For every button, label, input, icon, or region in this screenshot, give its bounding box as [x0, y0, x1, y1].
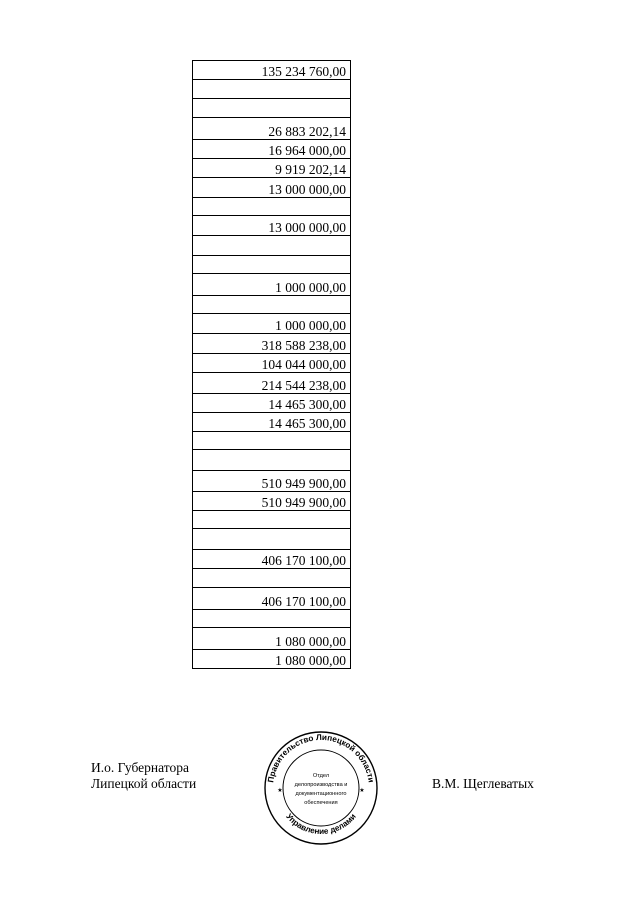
table-cell-value: 14 465 300,00	[193, 394, 351, 413]
table-cell-value	[193, 198, 351, 216]
seal-inner-line2: делопроизводства и	[294, 782, 348, 788]
table-cell-value: 26 883 202,14	[193, 118, 351, 140]
table-row	[193, 140, 351, 159]
values-table-body	[193, 61, 351, 669]
table-cell-value	[193, 296, 351, 314]
table-cell-value	[193, 99, 351, 118]
table-cell-value	[193, 529, 351, 550]
table-cell-value: 406 170 100,00	[193, 550, 351, 569]
table-row	[193, 80, 351, 99]
table-cell-value	[193, 450, 351, 471]
official-seal	[263, 730, 379, 846]
seal-inner-line3: документационного	[295, 791, 347, 797]
table-row	[193, 99, 351, 118]
table-row	[193, 492, 351, 511]
signature-position-line2: Липецкой области	[91, 776, 197, 791]
table-row	[193, 178, 351, 198]
table-cell-value: 14 465 300,00	[193, 413, 351, 432]
table-cell-value	[193, 80, 351, 99]
table-cell-value	[193, 256, 351, 274]
table-row	[193, 216, 351, 236]
table-cell-value: 13 000 000,00	[193, 178, 351, 198]
table-row	[193, 373, 351, 394]
table-cell-value: 1 000 000,00	[193, 314, 351, 334]
signer-name: В.М. Щеглеватых	[432, 776, 534, 791]
table-row	[193, 550, 351, 569]
table-cell-value	[193, 432, 351, 450]
table-cell-value: 1 000 000,00	[193, 274, 351, 296]
table-cell-value: 510 949 900,00	[193, 492, 351, 511]
table-row	[193, 628, 351, 650]
table-row	[193, 529, 351, 550]
signature-position-line1: И.о. Губернатора	[91, 760, 190, 775]
table-cell-value: 510 949 900,00	[193, 471, 351, 492]
table-row	[193, 471, 351, 492]
table-cell-value	[193, 569, 351, 588]
table-row	[193, 394, 351, 413]
table-row	[193, 432, 351, 450]
table-row	[193, 256, 351, 274]
table-row	[193, 569, 351, 588]
table-row	[193, 159, 351, 178]
table-cell-value: 1 080 000,00	[193, 650, 351, 669]
table-row	[193, 296, 351, 314]
table-row	[193, 118, 351, 140]
table-row	[193, 236, 351, 256]
seal-inner-ring	[283, 750, 359, 826]
table-cell-value	[193, 511, 351, 529]
table-cell-value	[193, 610, 351, 628]
table-cell-value	[193, 236, 351, 256]
seal-star-right: ★	[359, 788, 365, 794]
table-row	[193, 274, 351, 296]
seal-inner-line1: Отдел	[312, 773, 330, 779]
table-cell-value: 13 000 000,00	[193, 216, 351, 236]
values-table	[192, 60, 351, 669]
table-row	[193, 334, 351, 354]
table-cell-value: 214 544 238,00	[193, 373, 351, 394]
seal-outer-text: Правительство Липецкой области	[266, 732, 376, 784]
table-cell-value: 104 044 000,00	[193, 354, 351, 373]
table-cell-value: 9 919 202,14	[193, 159, 351, 178]
table-row	[193, 354, 351, 373]
table-row	[193, 314, 351, 334]
table-row	[193, 588, 351, 610]
table-row	[193, 198, 351, 216]
table-cell-value: 16 964 000,00	[193, 140, 351, 159]
seal-bottom-text: Управление делами	[284, 811, 358, 837]
signature-position	[91, 760, 196, 792]
table-cell-value: 135 234 760,00	[193, 61, 351, 80]
seal-star-left: ★	[277, 788, 283, 794]
seal-inner-line4: обеспечения	[304, 800, 338, 806]
table-cell-value: 1 080 000,00	[193, 628, 351, 650]
table-row	[193, 450, 351, 471]
table-row	[193, 413, 351, 432]
table-row	[193, 650, 351, 669]
table-row	[193, 61, 351, 80]
table-row	[193, 610, 351, 628]
table-row	[193, 511, 351, 529]
table-cell-value: 318 588 238,00	[193, 334, 351, 354]
table-cell-value: 406 170 100,00	[193, 588, 351, 610]
